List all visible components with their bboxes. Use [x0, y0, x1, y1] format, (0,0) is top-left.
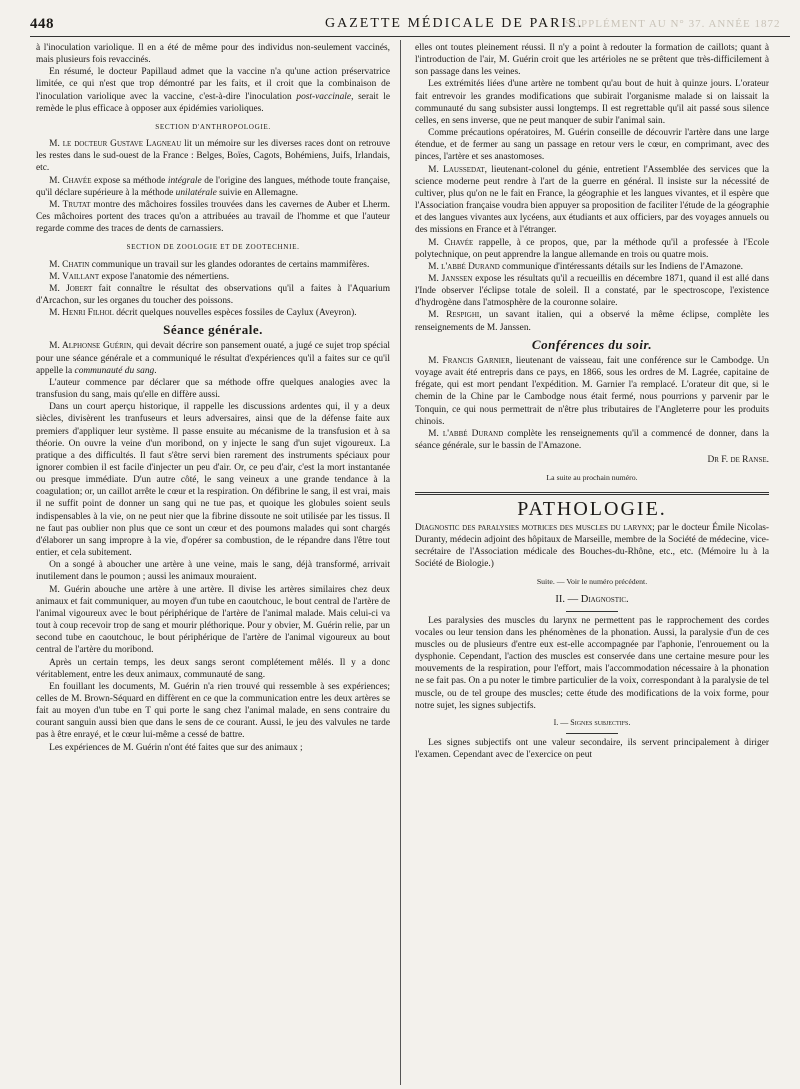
- paragraph-extremites: Les extrémités liées d'une artère ne tombent qu'au bout de huit à quinze jours. L'orateur fait entrevoir les grandes modifications que subirait l'organisme malade si on laissait la communauté du sang subsister aussi longtemps. Il est regrettable qu'il ait passé sous silence celles, en sens inverse, que ne peut manquer de subir l'animal sain.: [415, 79, 769, 126]
- paragraph-experiences: Les expériences de M. Guérin n'ont été faites que sur des animaux ;: [49, 742, 303, 753]
- paragraph-chavee: M. Chavée expose sa méthode intégrale de l'origine des langues, méthode toute française, qu'il déclare supérieure à la méthode unilatérale suivie en Allemagne.: [36, 175, 390, 198]
- paragraph-laussedat: M. Laussedat, lieutenant-colonel du génie, entretient l'Assemblée des services que la science moderne peut rendre à l'art de la guerre en général. Il insiste sur la nécessité de cultiver, plus qu'on ne le fait en France, la géographie et les langues vivantes, et il espère que l'Association française voudra bien appuyer sa proposition de faciliter l'étude de la géographie et des langues vivantes aux lycéens, aux étudiants et aux officiers, par des voyages annuels ou des missions en France et à l'étranger.: [415, 164, 769, 236]
- paragraph-precautions: Comme précautions opératoires, M. Guérin conseille de découvrir l'artère dans une large étendue, et de fermer au sang un passage en retour vers le cœur, en comprimant, avec des pinces, l'artère et ses anastomoses.: [415, 128, 769, 163]
- paragraph-vaillant: M. Vaillant expose l'anatomie des némertiens.: [49, 271, 230, 282]
- article-title-paralysies: Diagnostic des paralysies motrices des muscles du larynx; par le docteur Émile Nicolas-Duranty, médecin adjoint des hôpitaux de Marseille, membre de la Société de médecine, vice-secrétaire de l'Association médicale des Bouches-du-Rhône, etc., etc. (Mémoire lu à la Société de Biologie.): [415, 522, 770, 570]
- paragraph-aboucher: On a songé à aboucher une artère à une veine, mais le sang, déjà transformé, arrivait inutilement dans le poumon ; aussi les animaux mouraient.: [36, 560, 390, 583]
- paragraph-vaccine-end: à l'inoculation variolique. Il en a été de même pour des individus non-seulement vaccinés, mais plusieurs fois revaccinés.: [36, 43, 390, 66]
- heading-seance-generale: Séance générale.: [163, 322, 263, 338]
- paragraph-auteur: L'auteur commence par déclarer que sa méthode offre quelques analogies avec la transfusion du sang, mais qu'elle en diffère aussi.: [36, 377, 390, 401]
- section-heading-anthropology: SECTION D'ANTHROPOLOGIE.: [155, 122, 271, 131]
- page-number: 448: [30, 16, 54, 32]
- author-signature: Dr F. de Ranse.: [707, 455, 769, 466]
- short-divider: [566, 611, 618, 612]
- to-be-continued-note: La suite au prochain numéro.: [546, 473, 638, 483]
- bleed-through-text: SUPPLÉMENT AU N° 37. ANNÉE 1872: [565, 18, 781, 30]
- paragraph-lagneau: M. le docteur Gustave Lagneau lit un mémoire sur les diverses races dont on retrouve les restes dans le sud-ouest de la France : Belges, Boïes, Cagots, Bohémiens, Juifs, Irlandais, etc.: [36, 139, 390, 174]
- paragraph-guerin-artere: M. Guérin abouche une artère à une artère. Il divise les artères similaires chez deux animaux et fait communiquer, au moyen d'un tube en caoutchouc, le bout central de l'artère de l'animal vigoureux avec le bout périphérique de l'artère de l'animal malade. Mais celui-ci va tout à coup recevoir trop de sang et mourir pléthorique. Pour y obvier, M. Guérin relie, par un second tube en caoutchouc, le bout périphérique de l'artère de l'animal vigoureux au bout central de l'artère du moribond.: [36, 584, 390, 656]
- paragraph-apercu: Dans un court aperçu historique, il rappelle les discussions ardentes qui, il y a deux siècles, divisèrent les tranfuseurs et leurs adversaires, ainsi que de la défense faite aux premiers d'appliquer leur système. Il passe ensuite au mécanisme de la transfusion et à sa théorie. On ouvre la veine d'un moribond, on y injecte le sang d'un sujet vigoureux. La pratique a des difficultés. Il faut s'être servi bien rarement des instruments spéciaux pour ignorer combien il est facile d'injecter un peu d'air. Or, ce peu d'air, c'est la mort instantanée ou presque immédiate. D'un autre côté, le sang veineux a une grande tendance à la coagulation; or, un caillot arrête le cœur et la respiration. On défibrine le sang, il est vrai, mais il ne suffit point de donner un sang qui ne tue pas, et quoique les globules soient seuls indispensables à la vie, on ne peut nier que la fibrine dissoute ne soit utilisée par les tissus. Il ne faut pas oublier non plus que ce sont un cœur et des poumons malades qui sont chargés d'élaborer un sang impropre à la vie, d'opérer sa combustion, de le répandre dans l'être tout entier, et cela subitement.: [36, 402, 390, 559]
- paragraph-durand-2: M. l'abbé Durand complète les renseignements qu'il a commencé de donner, dans la séance générale, sur le bassin de l'Amazone.: [415, 428, 769, 451]
- publication-title: GAZETTE MÉDICALE DE PARIS.: [325, 16, 584, 31]
- paragraph-chatin: M. Chatin communique un travail sur les glandes odorantes de certains mammifères.: [49, 259, 370, 270]
- paragraph-reussi: elles ont toutes pleinement réussi. Il n'y a point à redouter la formation de caillots; quant à l'introduction de l'air, M. Guérin croit que les artérioles ne se prêtent que très-difficilement à son passage dans les veines.: [415, 43, 769, 78]
- paragraph-trutat: M. Trutat montre des mâchoires fossiles trouvées dans les cavernes de Auber et Lherm. Ces mâchoires portent des traces qu'on a attribuées au travail de l'homme et que l'auteur regarde comme des traces de dents de carnassiers.: [36, 199, 390, 235]
- paragraph-respighi: M. Respighi, un savant italien, qui a observé la même éclipse, complète les renseignements de M. Janssen.: [415, 310, 769, 333]
- left-column: [36, 42, 390, 754]
- page-header: [30, 14, 790, 37]
- subheading-signes-subjectifs: I. — Signes subjectifs.: [553, 717, 631, 727]
- paragraph-jobert: M. Jobert fait connaître le résultat des observations qu'il a faites à l'Aquarium d'Arcachon, sur les organes du toucher des poissons.: [36, 283, 390, 306]
- right-column: [415, 42, 769, 761]
- paragraph-guerin: M. Alphonse Guérin, qui devait décrire son pansement ouaté, a jugé ce sujet trop spécial pour une séance générale et a communiqué le résultat d'expériences qu'il a faites sur ce qu'il appelle la communauté du sang.: [36, 341, 390, 376]
- section-divider: [415, 492, 769, 495]
- paragraph-filhol: M. Henri Filhol décrit quelques nouvelles espèces fossiles de Caylux (Aveyron).: [49, 308, 357, 319]
- paragraph-signes: Les signes subjectifs ont une valeur secondaire, ils servent principalement à diriger l'examen. Cependant avec de l'exercice on peut: [415, 737, 769, 761]
- short-divider-2: [566, 733, 618, 734]
- column-divider: [400, 40, 401, 1085]
- heading-conferences-du-soir: Conférences du soir.: [531, 336, 653, 352]
- paragraph-garnier: M. Francis Garnier, lieutenant de vaisseau, fait une conférence sur le Cambodge. Un voyage avait été entrepris dans ce pays, en 1866, sous les ordres de M. Lagrée, capitaine de frégate, qui est mort pendant l'expédition. M. Garnier l'a remplacé. L'orateur dit que, si le chemin de la Chine par le Cambodge nous était fermé, nous pourrions y parvenir par le Tonquin, ce qui nous permettrait de n'être plus tributaires de l'Angleterre pour les produits chinois.: [415, 355, 769, 427]
- paragraph-apres: Après un certain temps, les deux sangs seront complétement mêlés. Il y a donc véritablement, entre les deux animaux, communauté de sang.: [36, 657, 390, 680]
- subheading-diagnostic: II. — Diagnostic.: [555, 594, 629, 606]
- paragraph-chavee-2: M. Chavée rappelle, à ce propos, que, par la méthode qu'il a professée à l'Ecole polytechnique, on peut apprendre la langue allemande en trois ou quatre mois.: [415, 237, 769, 260]
- paragraph-fouillant: En fouillant les documents, M. Guérin n'a rien trouvé qui ressemble à ses expériences; celles de M. Brown-Séquard en diffèrent en ce que la communication entre les deux artères se fait au moyen d'un tube en T qui porte le sang chez l'animal malade, en sens contraire du courant sanguin aussi bien que dans le sens de ce courant. Aussi, le jeu des valvules ne tarde pas à être enrayé, et le cœur lui-même a cessé de battre.: [36, 681, 390, 741]
- continued-note: Suite. — Voir le numéro précédent.: [536, 577, 648, 587]
- paragraph-durand: M. l'abbé Durand communique d'intéressants détails sur les Indiens de l'Amazone.: [428, 261, 743, 272]
- paragraph-paralysies: Les paralysies des muscles du larynx ne permettent pas le rapprochement des cordes vocales ou leur tension dans les phénomènes de la phonation. Aussi, la paralysie d'un de ces muscles ou de plusieurs d'entre eux est-elle accompagnée par l'aphonie, l'enrouement ou la dysphonie. Cependant, l'action des muscles est conservée dans une certaine mesure pour les mouvements de la respiration, pour l'effort, mais l'accommodation nécessaire à la phonation ne se fait pas. On a pu noter le timbre particulier de la voix, correspondant à la paralysie de tel muscle, ou de tel groupe des muscles; cette étude des modifications de la voix forme, pour notre sujet, les signes subjectifs.: [415, 615, 769, 711]
- paragraph-janssen: M. Janssen expose les résultats qu'il a recueillis en décembre 1871, quand il est allé dans l'Inde observer l'éclipse totale de soleil. Il a constaté, par le spectroscope, l'existence d'hydrogène dans l'atmosphère de la couronne solaire.: [415, 273, 769, 309]
- section-heading-zoology: SECTION DE ZOOLOGIE ET DE ZOOTECHNIE.: [126, 243, 300, 252]
- heading-pathologie: PATHOLOGIE.: [517, 498, 667, 521]
- paragraph-papillaud: En résumé, le docteur Papillaud admet que la vaccine n'a qu'une action préservatrice limitée, ce qui n'est que trop démontré par les faits, et il croit que la combinaison de l'inoculation variolique avec la vaccine, c'est-à-dire l'inoculation post-vaccinale, serait le remède le plus efficace à opposer aux épidémies varioliques.: [36, 67, 390, 114]
